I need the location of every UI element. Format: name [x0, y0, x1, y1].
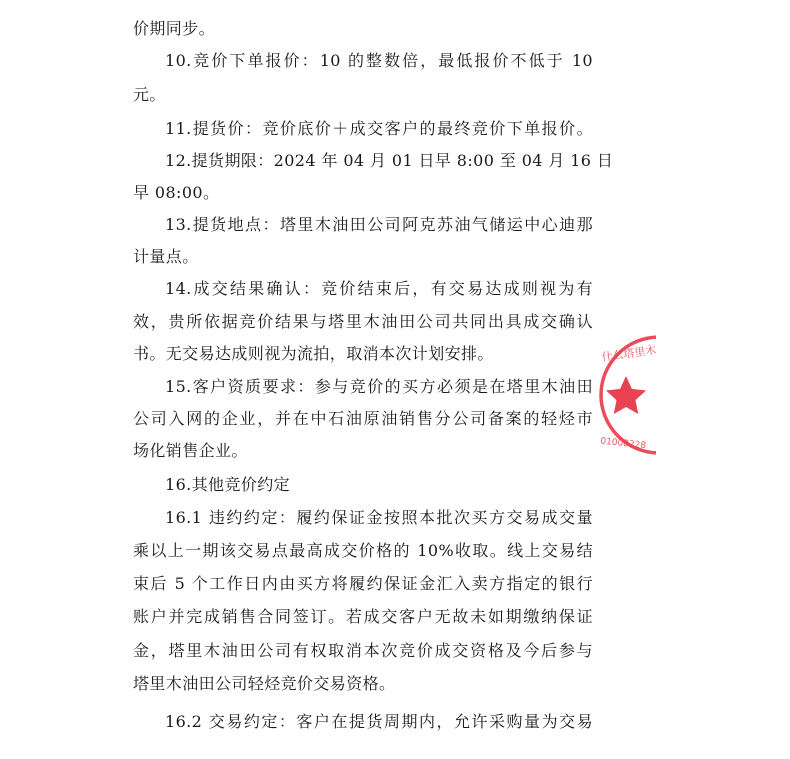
- text-line: 元。: [133, 85, 166, 104]
- text-line: 12.提货期限：2024 年 04 月 01 日早 8:00 至 04 月 16 日: [165, 151, 614, 170]
- text-line: 16.其他竞价约定: [165, 475, 291, 494]
- text-line: 11.提货价：竞价底价＋成交客户的最终竞价下单报价。: [165, 119, 593, 138]
- seal-star-icon: [606, 376, 646, 414]
- text-line: 计量点。: [133, 247, 199, 266]
- text-line: 16.1 违约约定：履约保证金按照本批次买方交易成交量: [165, 508, 593, 527]
- text-line: 15.客户资质要求：参与竞价的买方必须是在塔里木油田: [165, 377, 593, 396]
- text-line: 价期同步。: [133, 19, 216, 38]
- text-line: 塔里木油田公司轻烃竞价交易资格。: [133, 674, 396, 693]
- text-line: 13.提货地点：塔里木油田公司阿克苏油气储运中心迪那: [165, 215, 593, 234]
- text-line: 10.竞价下单报价：10 的整数倍，最低报价不低于 10: [165, 51, 593, 70]
- seal-bottom-text: 01008228: [599, 436, 647, 452]
- text-line: 乘以上一期该交易点最高成交价格的 10%收取。线上交易结: [133, 541, 593, 560]
- text-line: 账户并完成销售合同签订。若成交客户无故未如期缴纳保证: [133, 607, 593, 626]
- text-line: 金，塔里木油田公司有权取消本次竞价成交资格及今后参与: [133, 641, 593, 660]
- text-line: 16.2 交易约定：客户在提货周期内，允许采购量为交易: [165, 712, 593, 731]
- text-line: 效，贵所依据竞价结果与塔里木油田公司共同出具成交确认: [133, 312, 593, 331]
- text-line: 束后 5 个工作日内由买方将履约保证金汇入卖方指定的银行: [133, 574, 593, 593]
- text-line: 书。无交易达成则视为流拍，取消本次计划安排。: [133, 344, 494, 363]
- text-line: 14.成交结果确认：竞价结束后，有交易达成则视为有: [165, 279, 593, 298]
- seal-top-text: 什么塔里木油田: [600, 340, 679, 365]
- text-line: 场化销售企业。: [133, 441, 248, 460]
- text-line: 公司入网的企业，并在中石油原油销售分公司备案的轻烃市: [133, 409, 593, 428]
- seal-graphic: [594, 330, 679, 460]
- text-line: 早 08:00。: [133, 183, 220, 202]
- official-seal: [594, 330, 679, 460]
